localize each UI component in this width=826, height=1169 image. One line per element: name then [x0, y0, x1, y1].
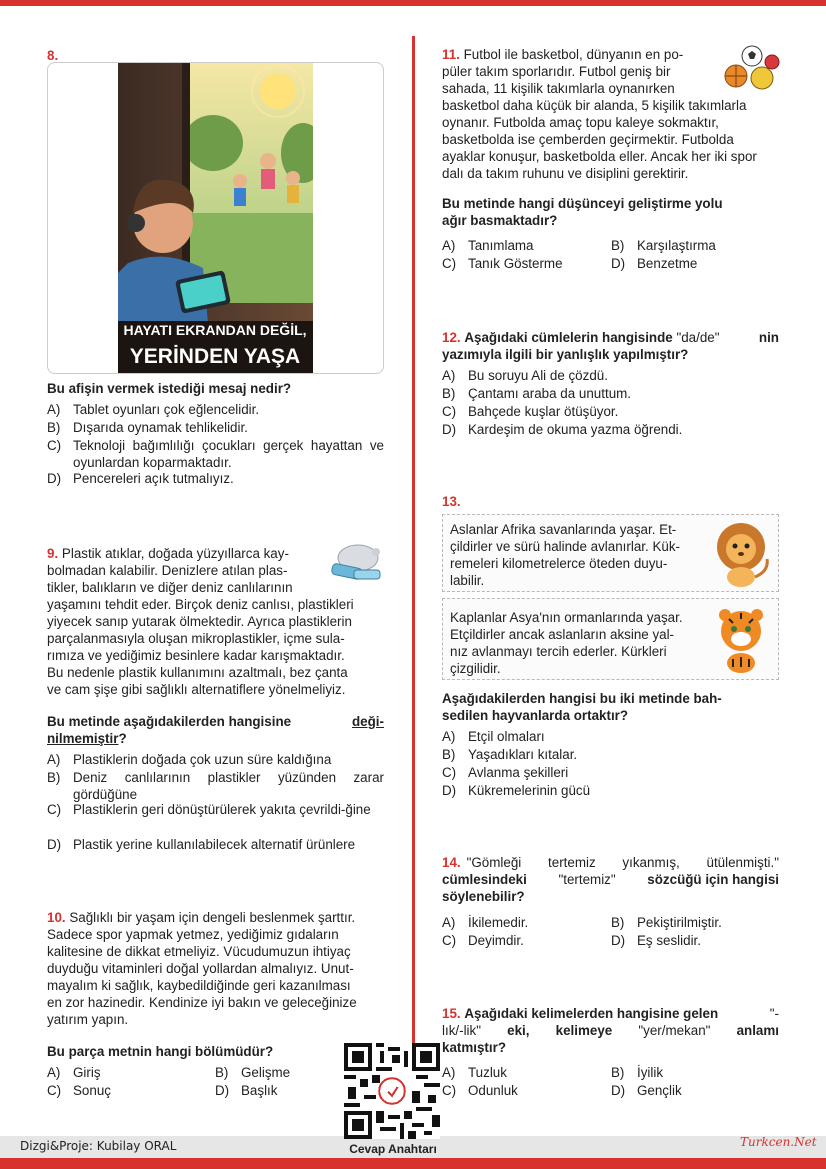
answer-key-qr-code[interactable]: [344, 1043, 440, 1139]
question-11-prompt: Bu metinde hangi düşünceyi geliştirme yolu ağır basmaktadır?: [442, 196, 723, 228]
plastic-waste-icon: [328, 540, 384, 586]
footer-credits: Dizgi&Proje: Kubilay ORAL: [20, 1139, 177, 1153]
q14-option-b[interactable]: B) Pekiştirilmiştir.: [611, 915, 722, 930]
poster-line-1: HAYATI EKRANDAN DEĞİL,: [123, 322, 307, 338]
question-10-text: 10. Sağlıklı bir yaşam için dengeli beslenmek şarttır. Sadece spor yapmak yetmez, yediğimiz gıdaların kalitesine de dikkat etmeliyiz. Vücudumuzun ihtiyaç duyduğu vitaminleri doğal yollardan almalıyız. Unut- mayalım ki sağlık, kaybedildiğinde geri kazanılması en zor hazinedir. Kendinize iyi bakın ve geleceğinize yatırım yapın.: [47, 910, 357, 1027]
q9-option-b[interactable]: B) Deniz canlılarının plastikler yüzünden zarar gördüğüne: [47, 770, 384, 802]
q14-option-d[interactable]: D) Eş seslidir.: [611, 933, 701, 948]
q11-option-d[interactable]: D) Benzetme: [611, 256, 698, 271]
q8-option-d[interactable]: D) Pencereleri açık tutmalıyız.: [47, 471, 234, 486]
q12-option-a[interactable]: A) Bu soruyu Ali de çözdü.: [442, 368, 608, 383]
q10-option-a[interactable]: A) Giriş: [47, 1065, 101, 1080]
bottom-accent-bar: [0, 1158, 826, 1169]
q11-option-c[interactable]: C) Tanık Gösterme: [442, 256, 563, 271]
q10-option-b[interactable]: B) Gelişme: [215, 1065, 291, 1080]
question-13-prompt: Aşağıdakilerden hangisi bu iki metinde bah- sedilen hayvanlarda ortaktır?: [442, 691, 722, 723]
q10-option-d[interactable]: D) Başlık: [215, 1083, 278, 1098]
q13-option-b[interactable]: B) Yaşadıkları kıtalar.: [442, 747, 578, 762]
answer-key-label[interactable]: Cevap Anahtarı: [349, 1142, 437, 1156]
q13-option-d[interactable]: D) Kükremelerinin gücü: [442, 783, 591, 798]
q13-option-a[interactable]: A) Etçil olmaları: [442, 729, 545, 744]
q9-option-c[interactable]: C) Plastiklerin geri dönüştürülerek yakıta çevrildi-ğine: [47, 802, 371, 817]
q15-option-a[interactable]: A) Tuzluk: [442, 1065, 507, 1080]
question-8-number: 8.: [47, 48, 59, 63]
q11-option-a[interactable]: A) Tanımlama: [442, 238, 534, 253]
q10-option-c[interactable]: C) Sonuç: [47, 1083, 111, 1098]
site-logo[interactable]: Turkcen.Net: [740, 1135, 817, 1149]
q15-option-c[interactable]: C) Odunluk: [442, 1083, 518, 1098]
question-8-prompt: Bu afişin vermek istediği mesaj nedir?: [47, 381, 292, 396]
q15-option-d[interactable]: D) Gençlik: [611, 1083, 682, 1098]
question-14-prompt: 14. "Gömleği tertemiz yıkanmış, ütülenmişti." cümlesindeki "tertemiz" sözcüğü için hangisi söylenebilir?: [442, 855, 779, 904]
question-9-text: 9. Plastik atıklar, doğada yüzyıllarca kay- bolmadan kalabilir. Denizlere atılan plas- tikler, balıkların ve diğer deniz canlılarının yaşamını tehdit eder. Birçok deniz canlısı, plastikleri yiyecek sanıp yutarak ölmektedir. Ayrıca plastiklerin parçalanmasıyla oluşan mikroplastikler, içme sula- rımıza ve yediğimiz besinlere kadar karışmaktadır. Bu nedenle plastik kullanımını azaltmalı, bez çanta ve cam şişe gibi sağlıklı alternatiflere yönelmeliyiz.: [47, 546, 354, 697]
question-10-prompt: Bu parça metnin hangi bölümüdür?: [47, 1044, 274, 1059]
question-12-prompt: 12. Aşağıdaki cümlelerin hangisinde "da/de" nin yazımıyla ilgili bir yanlışlık yapılmıştır?: [442, 330, 779, 362]
q8-option-b[interactable]: B) Dışarıda oynamak tehlikelidir.: [47, 420, 248, 435]
question-11-text: 11. Futbol ile basketbol, dünyanın en po- püler takım sporlarıdır. Futbol geniş bir sahada, 11 kişilik takımlarla oynanırken basketbol daha küçük bir alanda, 5 kişilik takımlarla oynanır. Futbolda amaç topu kaleye sokmaktır, basketbolda ise çemberden geçirmektir. Futbolda ayaklar konuşur, basketbolda eller. Ancak her iki spor dalı da takım ruhunu ve disiplini gerektirir.: [442, 47, 757, 181]
question-13-number: 13.: [442, 494, 461, 509]
top-accent-bar: [0, 0, 826, 6]
lion-icon: [711, 519, 775, 593]
q12-option-d[interactable]: D) Kardeşim de okuma yazma öğrendi.: [442, 422, 683, 437]
question-9-prompt: Bu metinde aşağıdakilerden hangisine deği- nilmemiştir?: [47, 714, 384, 746]
poster-line-2: YERİNDEN YAŞA: [129, 345, 301, 368]
q14-option-a[interactable]: A) İkilemedir.: [442, 915, 529, 930]
q8-option-a[interactable]: A) Tablet oyunları çok eğlencelidir.: [47, 402, 260, 417]
q11-option-b[interactable]: B) Karşılaştırma: [611, 238, 716, 253]
tiger-text-box: Kaplanlar Asya'nın ormanlarında yaşar. Etçildirler ancak aslanların aksine yal- nız avlanmayı tercih ederler. Kürkleri çizgilidir.: [442, 598, 779, 680]
tiger-icon: [711, 603, 775, 681]
sports-balls-icon: [722, 42, 780, 94]
q13-option-c[interactable]: C) Avlanma şekilleri: [442, 765, 569, 780]
question-15-prompt: 15. Aşağıdaki kelimelerden hangisine gelen "- lık/-lik" eki, kelimeye "yer/mekan" anlamı katmıştır?: [442, 1006, 779, 1055]
lion-text-box: Aslanlar Afrika savanlarında yaşar. Et- çildirler ve sürü halinde avlanırlar. Kük- remeleri kilometrelerce öteden duyu- labilir.: [442, 514, 779, 592]
poster-image: [118, 63, 313, 373]
q15-option-b[interactable]: B) İyilik: [611, 1065, 664, 1080]
q8-option-c[interactable]: C) Teknoloji bağımlılığı çocukları gerçek hayattan ve oyunlardan koparmaktadır.: [47, 438, 384, 470]
column-divider: [412, 36, 415, 1130]
q14-option-c[interactable]: C) Deyimdir.: [442, 933, 524, 948]
q9-option-a[interactable]: A) Plastiklerin doğada çok uzun süre kaldığına: [47, 752, 332, 767]
q12-option-b[interactable]: B) Çantamı araba da unuttum.: [442, 386, 632, 401]
q9-option-d[interactable]: D) Plastik yerine kullanılabilecek alternatif ürünlere: [47, 837, 356, 852]
q12-option-c[interactable]: C) Bahçede kuşlar ötüşüyor.: [442, 404, 619, 419]
